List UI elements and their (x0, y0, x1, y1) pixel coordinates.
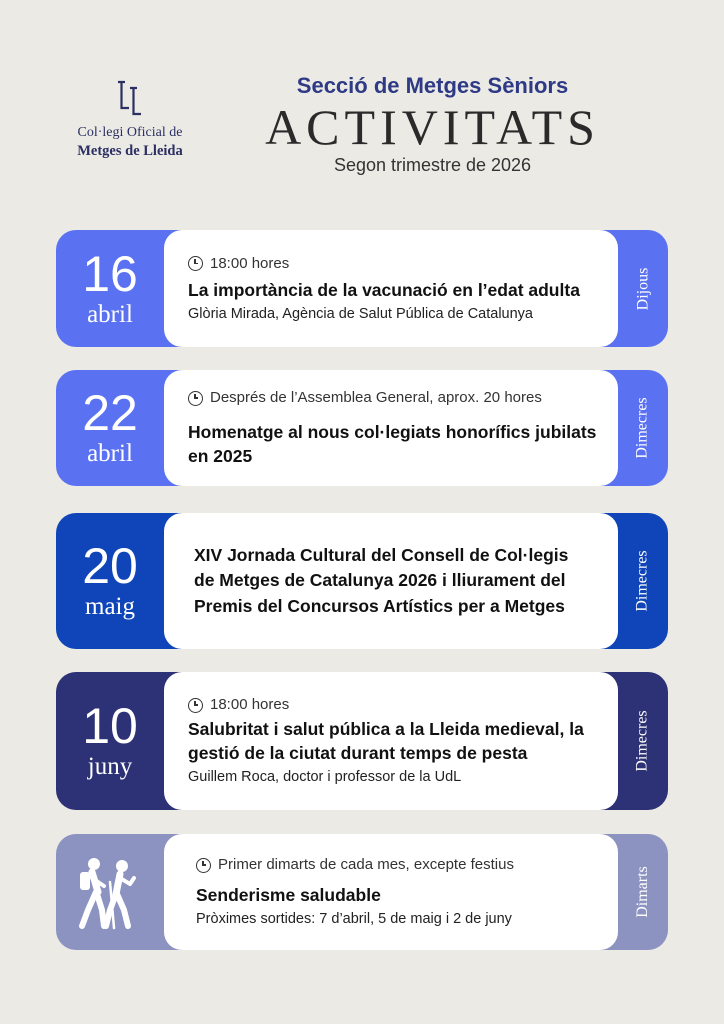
event-title: La importància de la vacunació en l’edat adulta (188, 279, 580, 300)
hikers-icon (70, 852, 150, 932)
event-date (56, 230, 164, 347)
clock-icon (188, 698, 203, 713)
event-time-text: Primer dimarts de cada mes, excepte festius (218, 856, 514, 873)
event-details (164, 230, 618, 347)
event-card-4 (56, 672, 668, 810)
event-speaker: Pròximes sortides: 7 d’abril, 5 de maig i 2 de juny (196, 911, 512, 927)
ll-monogram-icon (110, 78, 150, 118)
event-day: 10 (82, 698, 138, 754)
event-date (56, 513, 164, 649)
event-weekday: Dimarts (634, 866, 652, 918)
event-date (56, 672, 164, 810)
event-month: abril (87, 440, 133, 467)
event-title: Homenatge al nous col·legiats honorífics jubilats en 2025 (188, 422, 597, 466)
event-icon-area (56, 834, 164, 950)
event-speaker: Guillem Roca, doctor i professor de la UdL (188, 769, 462, 785)
event-card-2 (56, 370, 668, 486)
event-time-text: Després de l’Assemblea General, aprox. 20 hores (210, 389, 542, 406)
event-time (188, 388, 600, 408)
event-details (164, 370, 618, 486)
logo-line-1: Col·legi Oficial de (77, 125, 183, 140)
event-weekday: Dimecres (634, 550, 651, 612)
college-logo (60, 78, 200, 160)
page-title: ACTIVITATS (265, 99, 600, 155)
event-weekday: Dimecres (634, 710, 651, 772)
event-date (56, 370, 164, 486)
event-month: juny (87, 753, 133, 780)
event-time (188, 254, 600, 274)
event-details (164, 513, 618, 649)
event-day: 20 (82, 538, 138, 594)
event-day: 22 (82, 385, 138, 441)
event-card-3 (56, 513, 668, 649)
event-card-1 (56, 230, 668, 347)
event-title: Senderisme saludable (196, 885, 381, 905)
event-time (196, 855, 600, 875)
event-day: 16 (82, 245, 138, 302)
clock-icon (188, 391, 203, 406)
event-details (164, 672, 618, 810)
event-time-text: 18:00 hores (210, 254, 290, 272)
event-speaker: Glòria Mirada, Agència de Salut Pública de Catalunya (188, 305, 533, 322)
event-time-text: 18:00 hores (210, 696, 290, 713)
clock-icon (196, 858, 211, 873)
page-subtitle: Segon trimestre de 2026 (333, 155, 532, 175)
event-title: Salubritat i salut pública a la Lleida medieval, la gestió de la ciutat durant temps de pesta (188, 719, 584, 763)
section-title: Secció de Metges Sèniors (296, 73, 569, 98)
event-month: abril (87, 300, 133, 328)
event-weekday: Dijous (633, 267, 651, 310)
logo-line-2: Metges de Lleida (77, 143, 183, 159)
event-details (164, 834, 618, 950)
page-header (255, 72, 610, 176)
event-card-5 (56, 834, 668, 950)
event-month: maig (85, 593, 135, 620)
event-time (188, 695, 600, 715)
event-weekday: Dimecres (634, 397, 651, 459)
event-title: XIV Jornada Cultural del Consell de Col·legis de Metges de Catalunya 2026 i lliurament del Premis del Concursos Artístics per a Metges (194, 544, 569, 616)
clock-icon (188, 256, 203, 271)
